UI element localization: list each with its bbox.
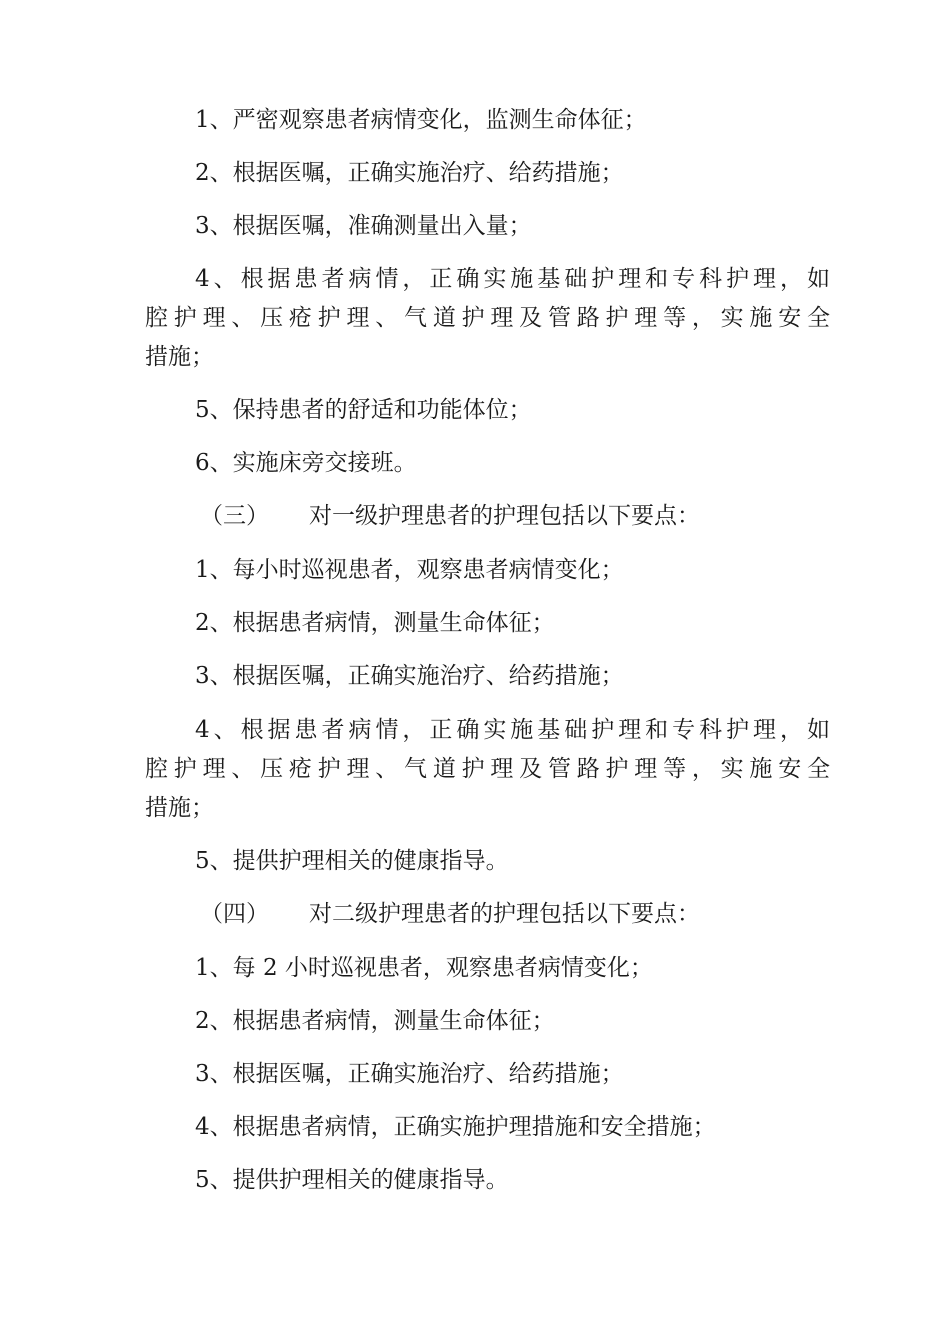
paragraph-line: 措施；: [145, 344, 214, 370]
section-heading: [200, 899, 700, 929]
section-title: 对一级护理患者的护理包括以下要点：: [309, 503, 700, 529]
list-item: 1、每小时巡视患者，观察患者病情变化；: [195, 557, 624, 583]
paragraph-line: 4、根据患者病情，正确实施基础护理和专科护理，如: [195, 266, 830, 292]
list-item: 2、根据医嘱，正确实施治疗、给药措施；: [195, 160, 624, 186]
section-title: 对二级护理患者的护理包括以下要点：: [309, 901, 700, 927]
list-item: 5、提供护理相关的健康指导。: [195, 1167, 509, 1193]
section-heading: [200, 501, 700, 531]
list-item: 5、保持患者的舒适和功能体位；: [195, 397, 532, 423]
list-item: 6、实施床旁交接班。: [195, 450, 417, 476]
list-item: 2、根据患者病情，测量生命体征；: [195, 610, 555, 636]
list-item: 1、每 2 小时巡视患者，观察患者病情变化；: [195, 955, 653, 981]
paragraph-line: 4、根据患者病情，正确实施基础护理和专科护理，如: [195, 717, 830, 743]
section-number: （四）: [200, 901, 269, 927]
paragraph-line: 措施；: [145, 795, 214, 821]
list-item: 1、严密观察患者病情变化，监测生命体征；: [195, 107, 647, 133]
list-item: 4、根据患者病情，正确实施护理措施和安全措施；: [195, 1114, 716, 1140]
paragraph-line: 腔护理、压疮护理、气道护理及管路护理等，实施安全: [145, 756, 830, 782]
paragraph-line: 腔护理、压疮护理、气道护理及管路护理等，实施安全: [145, 305, 830, 331]
list-item: 3、根据医嘱，准确测量出入量；: [195, 213, 532, 239]
list-item: 3、根据医嘱，正确实施治疗、给药措施；: [195, 1061, 624, 1087]
list-item: 2、根据患者病情，测量生命体征；: [195, 1008, 555, 1034]
list-item: 3、根据医嘱，正确实施治疗、给药措施；: [195, 663, 624, 689]
list-item: 5、提供护理相关的健康指导。: [195, 848, 509, 874]
section-number: （三）: [200, 503, 269, 529]
